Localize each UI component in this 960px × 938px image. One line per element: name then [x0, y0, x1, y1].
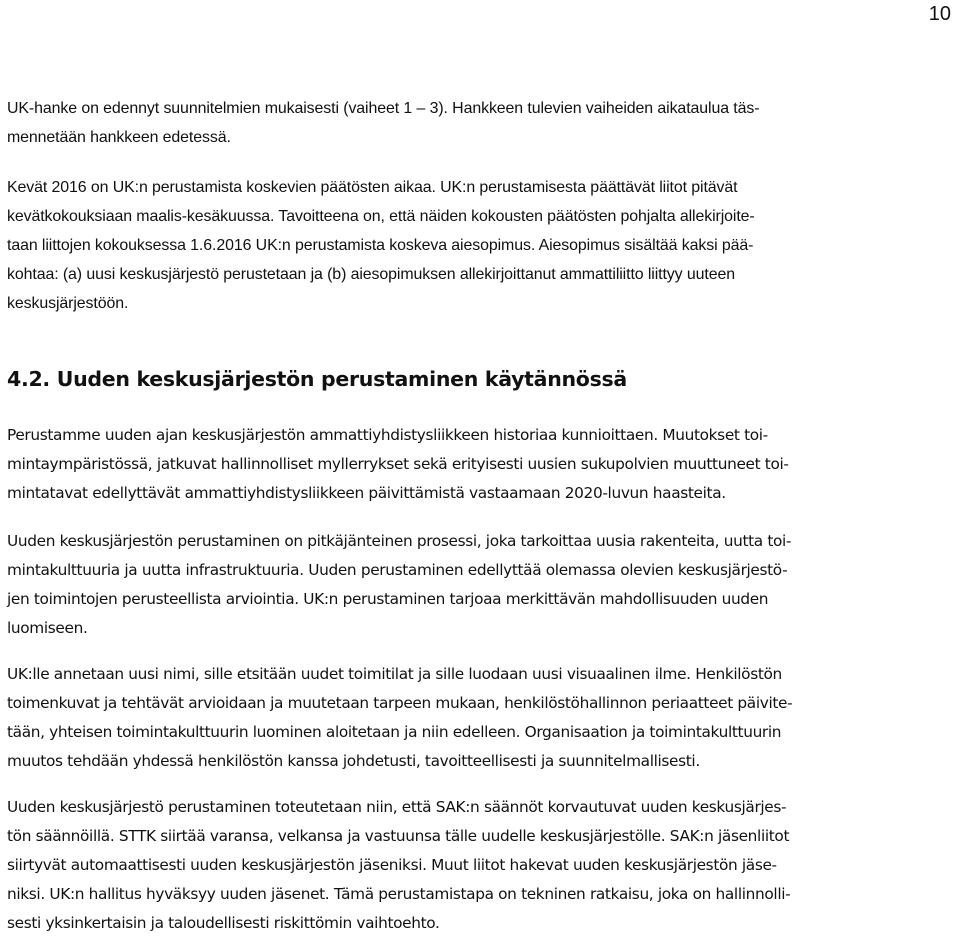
text-line: sesti yksinkertaisin ja taloudellisesti riskittömin vaihtoehto.	[7, 914, 440, 932]
text-fragment: UK:n perustamista koskeva aiesopimus. Aiesopimus sisältää kaksi pää-	[255, 237, 754, 254]
text-line: tön säännöillä. STTK siirtää varansa, velkansa ja vastuunsa tälle uudelle keskusjärjestölle. SAK:n jäsenliitot	[7, 827, 790, 845]
text-line: Perustamme uuden ajan keskusjärjestön ammattiyhdistysliikkeen historiaa kunnioittaen. Muutokset toi-	[7, 426, 768, 444]
text-line: UK:lle annetaan uusi nimi, sille etsitään uudet toimitilat ja sille luodaan uusi visuaalinen ilme. Henkilöstön	[7, 665, 782, 683]
text-line: mintaympäristössä, jatkuvat hallinnolliset myllerrykset sekä erityisesti uusien sukupolvien muuttuneet toi-	[7, 455, 789, 473]
text-line: jen toimintojen perusteellista arviointia. UK:n perustaminen tarjoaa merkittävän mahdollisuuden uuden	[7, 590, 769, 608]
paragraph-founding-method	[7, 793, 957, 938]
text-line-mixed	[7, 231, 957, 260]
text-line: UK-hanke on edennyt suunnitelmien mukaisesti (vaiheet 1 – 3). Hankkeen tulevien vaiheiden aikataulua täs-	[7, 100, 760, 117]
text-line: kohtaa: (a) uusi keskusjärjestö perustetaan ja (b) aiesopimuksen allekirjoittanut ammattiliitto liittyy uuteen	[7, 266, 735, 283]
text-line: niksi. UK:n hallitus hyväksyy uuden jäsenet. Tämä perustamistapa on tekninen ratkaisu, joka on hallinnolli-	[7, 885, 791, 903]
paragraph-new-era	[7, 421, 957, 508]
text-line: tään, yhteisen toimintakulttuurin luominen aloitetaan ja niin edelleen. Organisaation ja toimintakulttuurin	[7, 723, 782, 741]
paragraph-new-name	[7, 660, 957, 776]
text-line: Uuden keskusjärjestön perustaminen on pitkäjänteinen prosessi, joka tarkoittaa uusia rakenteita, uutta toi-	[7, 532, 792, 550]
text-line: kevätkokouksiaan maalis-kesäkuussa. Tavoitteena on, että näiden kokousten päätösten pohjalta allekirjoite-	[7, 208, 755, 225]
text-line: Kevät 2016 on UK:n perustamista koskevien päätösten aikaa. UK:n perustamisesta päättävät liitot pitävät	[7, 179, 738, 196]
paragraph-project-progress	[7, 94, 957, 152]
paragraph-long-process	[7, 527, 957, 643]
text-line: Uuden keskusjärjestö perustaminen toteutetaan niin, että SAK:n säännöt korvautuvat uuden keskusjärjes-	[7, 798, 787, 816]
text-line: toimenkuvat ja tehtävät arvioidaan ja muutetaan tarpeen mukaan, henkilöstöhallinnon periaatteet päivite-	[7, 694, 793, 712]
section-heading: 4.2. Uuden keskusjärjestön perustaminen käytännössä	[7, 367, 627, 391]
text-line: mintakulttuuria ja uutta infrastruktuuria. Uuden perustaminen edellyttää olemassa olevien keskusjärjestö-	[7, 561, 788, 579]
text-line: keskusjärjestöön.	[7, 295, 129, 312]
text-line: muutos tehdään yhdessä henkilöstön kanssa johdetusti, tavoitteellisesti ja suunnitelmallisesti.	[7, 752, 700, 770]
text-line: mintatavat edellyttävät ammattiyhdistysliikkeen päivittämistä vastaamaan 2020-luvun haasteita.	[7, 484, 726, 502]
text-line: luomiseen.	[7, 619, 88, 637]
text-line: siirtyvät automaattisesti uuden keskusjärjestön jäseniksi. Muut liitot hakevat uuden keskusjärjestön jäse-	[7, 856, 777, 874]
text-line: mennetään hankkeen edetessä.	[7, 129, 231, 146]
page-number: 10	[928, 3, 951, 25]
text-fragment: taan liittojen kokouksessa 1.6.2016	[7, 237, 256, 254]
paragraph-spring-2016	[7, 173, 957, 318]
